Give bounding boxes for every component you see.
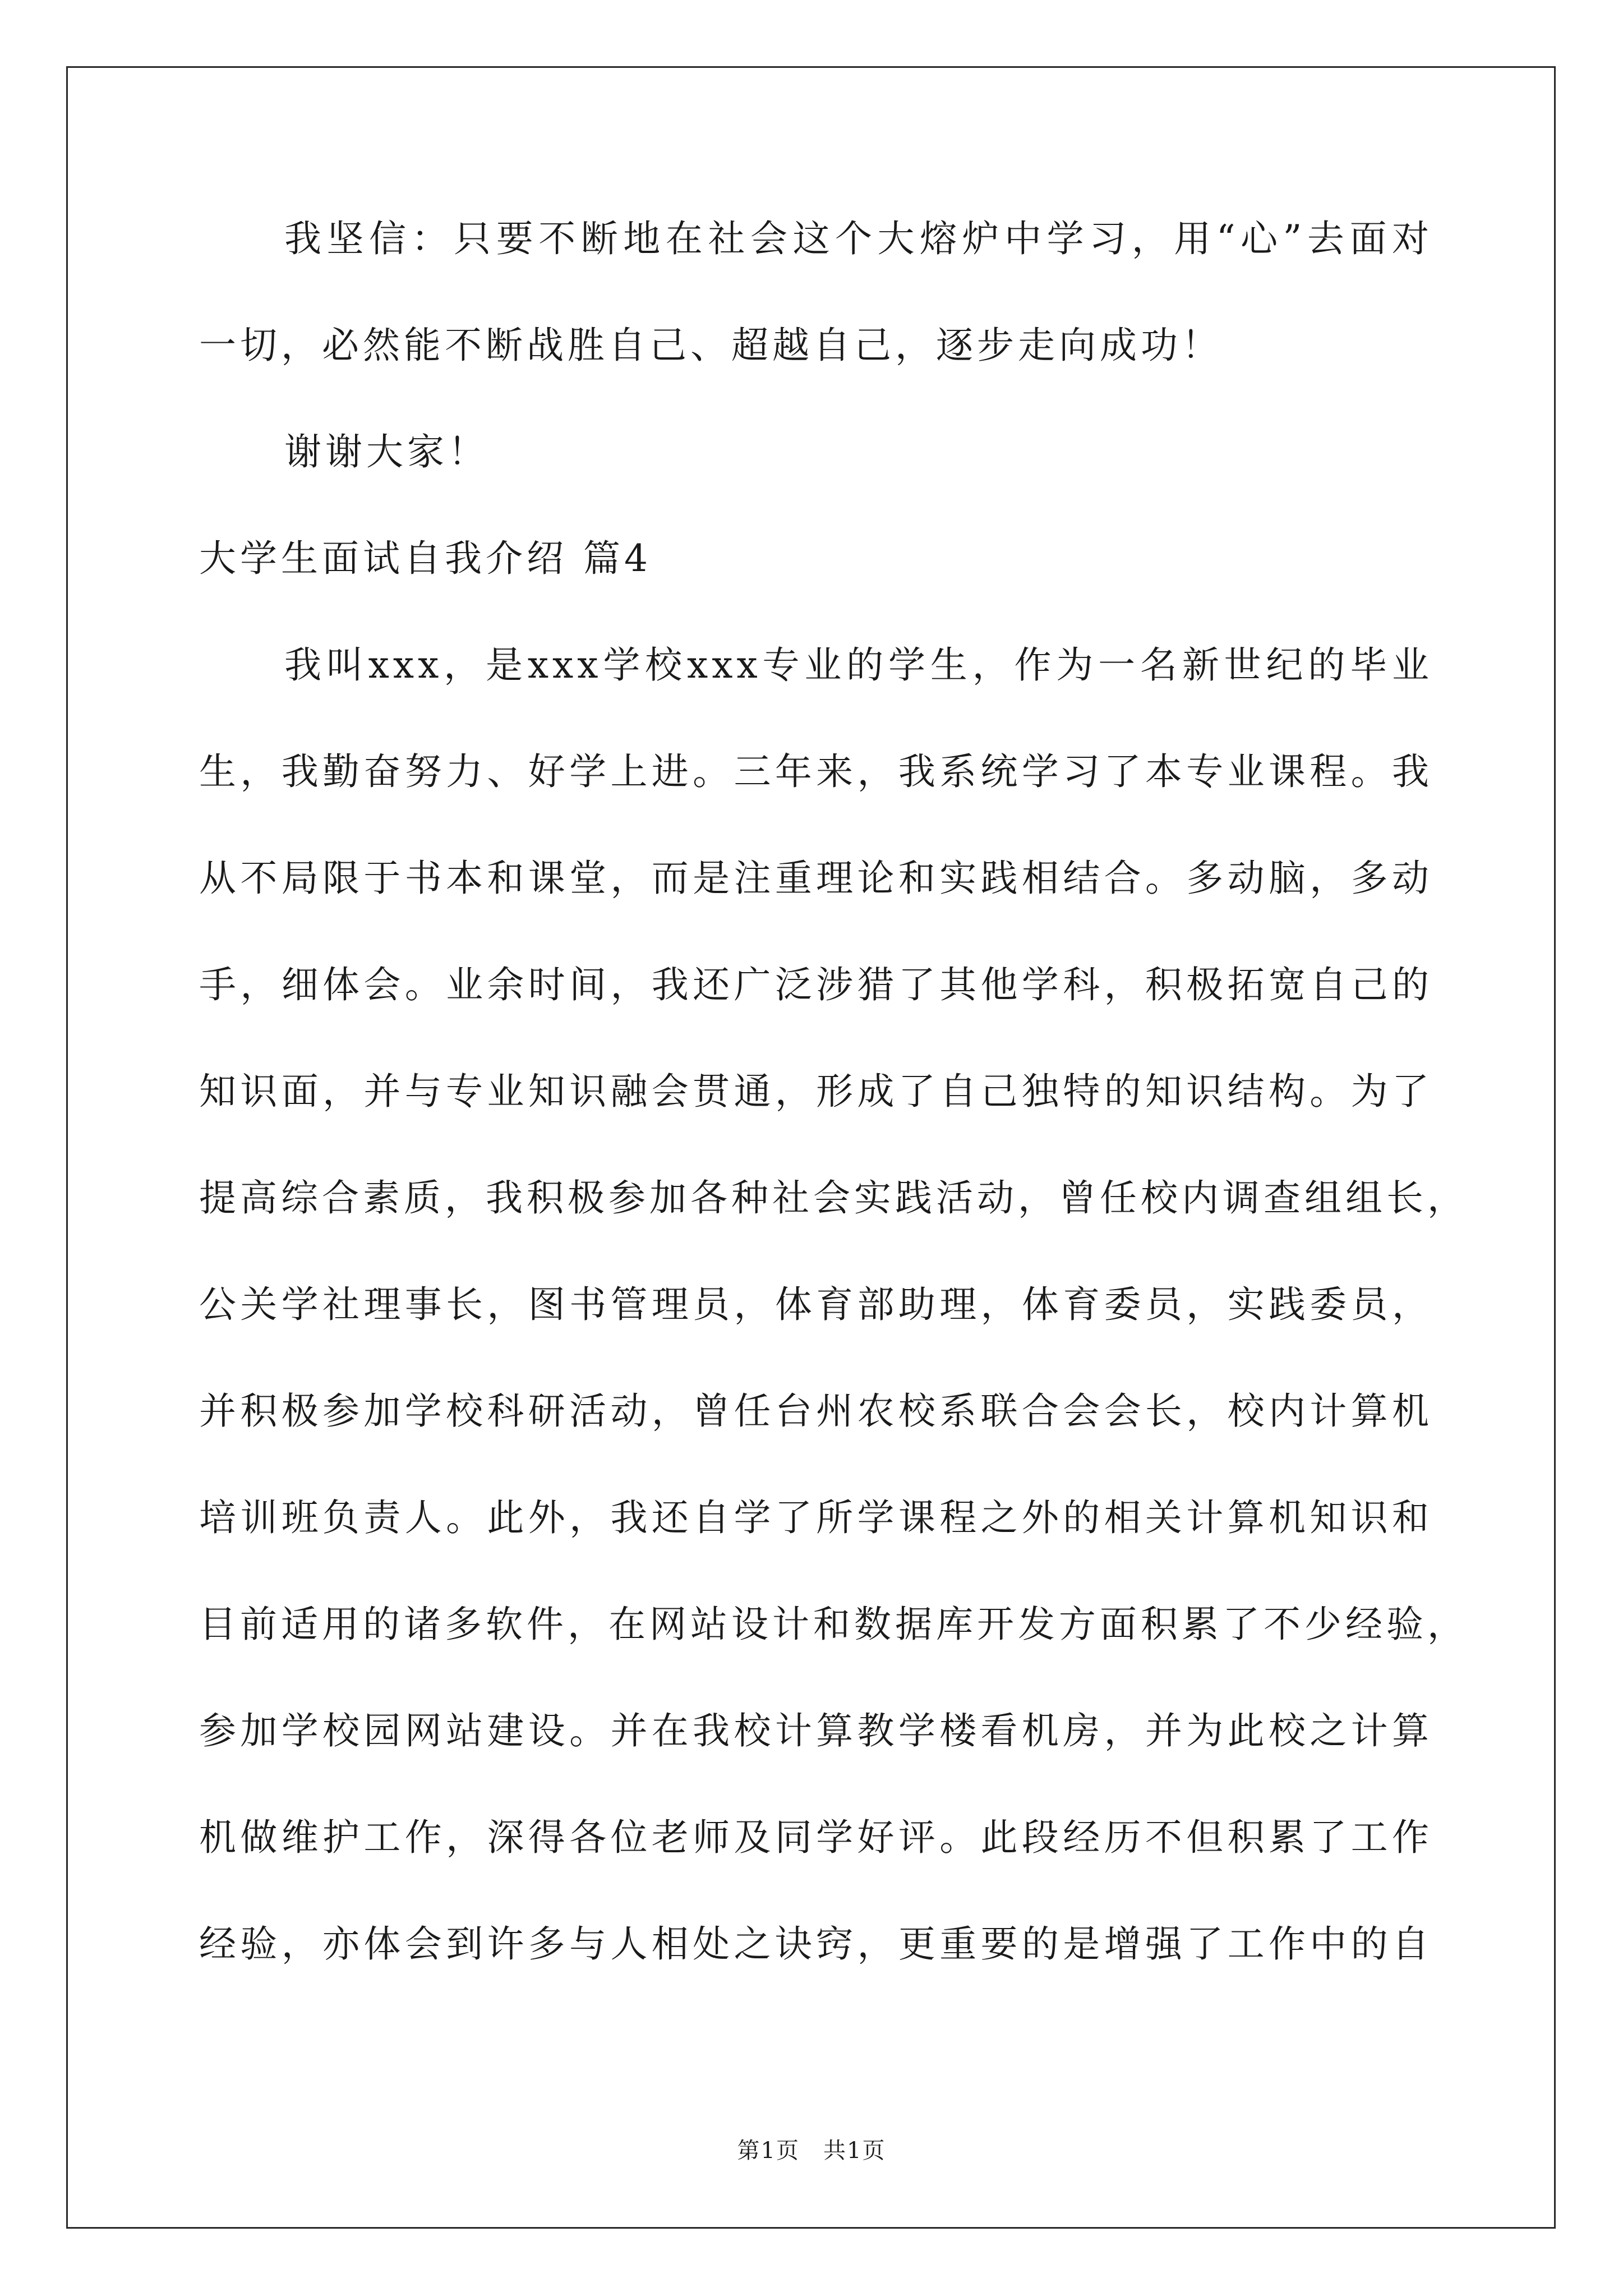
paragraph-line: 并积极参加学校科研活动，曾任台州农校系联合会会长，校内计算机 [199, 1389, 1433, 1433]
paragraph-thanks [199, 432, 1433, 472]
paragraph-line: 机做维护工作，深得各位老师及同学好评。此段经历不但积累了工作 [199, 1816, 1433, 1859]
paragraph-line: 手，细体会。业余时间，我还广泛涉猎了其他学科，积极拓宽自己的 [199, 963, 1433, 1006]
paragraph-line: 生，我勤奋努力、好学上进。三年来，我系统学习了本专业课程。我 [199, 750, 1433, 793]
paragraph-line: 提高综合素质，我积极参加各种社会实践活动，曾任校内调查组组长， [199, 1176, 1468, 1220]
paragraph-line: 我叫xxx，是xxx学校xxx专业的学生，作为一名新世纪的毕业 [284, 643, 1433, 687]
paragraph-line: 公关学社理事长，图书管理员，体育部助理，体育委员，实践委员， [199, 1283, 1433, 1326]
paragraph-line: 目前适用的诸多软件，在网站设计和数据库开发方面积累了不少经验， [199, 1603, 1468, 1646]
paragraph-line: 知识面，并与专业知识融会贯通，形成了自己独特的知识结构。为了 [199, 1070, 1433, 1113]
section-heading: 大学生面试自我介绍 篇4 [199, 537, 652, 580]
paragraph-line: 一切，必然能不断战胜自己、超越自己，逐步走向成功！ [199, 324, 1223, 367]
paragraph-line: 经验，亦体会到许多与人相处之诀窍，更重要的是增强了工作中的自 [199, 1922, 1433, 1966]
paragraph-line: 我坚信：只要不断地在社会这个大熔炉中学习，用“心”去面对 [284, 217, 1433, 260]
paragraph-introduction [199, 643, 1468, 1966]
paragraph-line: 谢谢大家！ [284, 430, 489, 473]
paragraph-conviction [199, 219, 1433, 366]
document-body [199, 217, 1468, 1966]
paragraph-line: 参加学校园网站建设。并在我校计算教学楼看机房，并为此校之计算 [199, 1709, 1433, 1752]
paragraph-line: 培训班负责人。此外，我还自学了所学课程之外的相关计算机知识和 [199, 1496, 1433, 1539]
page-footer: 第1页 共1页 [737, 2138, 886, 2164]
paragraph-line: 从不局限于书本和课堂，而是注重理论和实践相结合。多动脑，多动 [199, 857, 1433, 900]
